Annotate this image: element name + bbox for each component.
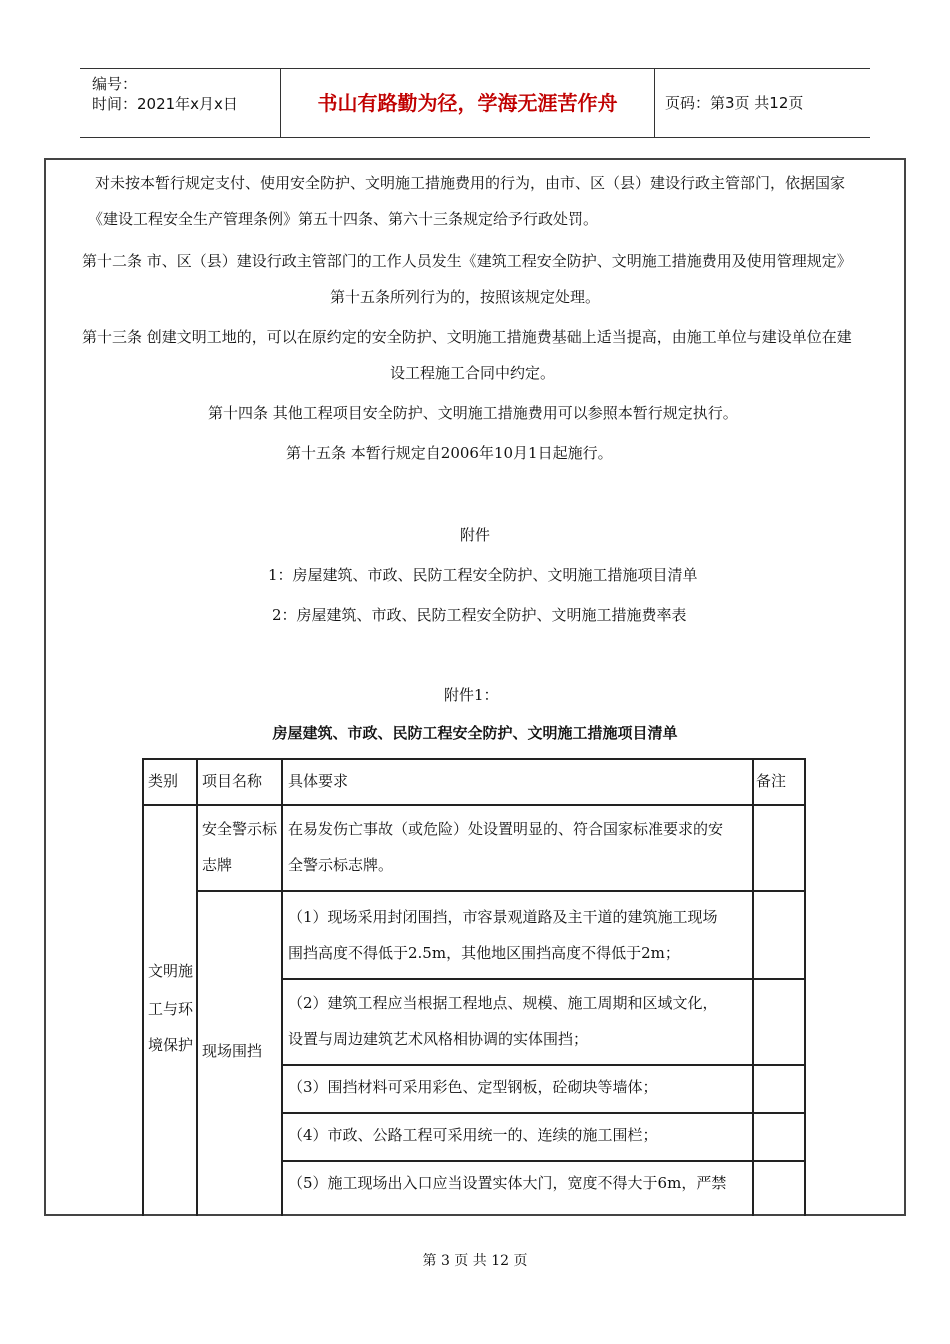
table-title: 房屋建筑、市政、民防工程安全防护、文明施工措施项目清单 — [272, 724, 678, 742]
date-label: 时间：2021年x月x日 — [92, 95, 238, 113]
item-site-hoarding: 现场围挡 — [202, 1042, 263, 1060]
attachment-label: 附件 — [460, 526, 491, 544]
col-header-requirements: 具体要求 — [288, 772, 349, 790]
col-header-item: 项目名称 — [202, 772, 263, 790]
req-2-line-1: （1）现场采用封闭围挡，市容景观道路及主干道的建筑施工现场 — [288, 908, 718, 926]
req-1-line-1: 在易发伤亡事故（或危险）处设置明显的、符合国家标准要求的安 — [288, 820, 724, 838]
header-meta — [80, 69, 280, 137]
para-1b: 《建设工程安全生产管理条例》第五十四条、第六十三条规定给予行政处罚。 — [88, 210, 599, 228]
number-label: 编号： — [92, 75, 138, 93]
category-line-3: 境保护 — [148, 1036, 194, 1054]
page-header — [80, 68, 870, 138]
req-3-line-2: 设置与周边建筑艺术风格相协调的实体围挡； — [288, 1030, 589, 1048]
para-5: 第十五条 本暂行规定自2006年10月1日起施行。 — [286, 444, 613, 462]
attachment-1: 1：房屋建筑、市政、民防工程安全防护、文明施工措施项目清单 — [268, 566, 698, 584]
category-line-1: 文明施 — [148, 962, 194, 980]
attachment-2: 2：房屋建筑、市政、民防工程安全防护、文明施工措施费率表 — [272, 606, 687, 624]
attachment-1-heading: 附件1： — [444, 686, 499, 704]
req-6: （5）施工现场出入口应当设置实体大门，宽度不得大于6m，严禁 — [288, 1174, 727, 1192]
measures-table — [142, 758, 806, 1216]
item-warning-signs-1: 安全警示标 — [202, 820, 278, 838]
para-3b: 设工程施工合同中约定。 — [390, 364, 556, 382]
req-1-line-2: 全警示标志牌。 — [288, 856, 394, 874]
para-2a: 第十二条 市、区（县）建设行政主管部门的工作人员发生《建筑工程安全防护、文明施工措施费用及使用管理规定》 — [82, 252, 852, 270]
category-line-2: 工与环 — [148, 1000, 194, 1018]
para-2b: 第十五条所列行为的，按照该规定处理。 — [330, 288, 601, 306]
col-header-notes: 备注 — [756, 772, 787, 790]
page-footer: 第 3 页 共 12 页 — [422, 1253, 528, 1269]
req-5: （4）市政、公路工程可采用统一的、连续的施工围栏； — [288, 1126, 658, 1144]
req-3-line-1: （2）建筑工程应当根据工程地点、规模、施工周期和区域文化， — [288, 994, 718, 1012]
para-1a: 对未按本暂行规定支付、使用安全防护、文明施工措施费用的行为，由市、区（县）建设行政主管部门，依据国家 — [95, 174, 846, 192]
para-4: 第十四条 其他工程项目安全防护、文明施工措施费用可以参照本暂行规定执行。 — [208, 404, 738, 422]
req-2-line-2: 围挡高度不得低于2.5m，其他地区围挡高度不得低于2m； — [288, 944, 680, 962]
req-4: （3）围挡材料可采用彩色、定型钢板，砼砌块等墙体； — [288, 1078, 658, 1096]
item-warning-signs-2: 志牌 — [202, 856, 233, 874]
header-page-label: 页码：第3页 共12页 — [665, 94, 804, 112]
header-motto: 书山有路勤为径，学海无涯苦作舟 — [280, 69, 655, 137]
para-3a: 第十三条 创建文明工地的，可以在原约定的安全防护、文明施工措施费基础上适当提高，由施工单位与建设单位在建 — [82, 328, 852, 346]
col-header-category: 类别 — [148, 772, 179, 790]
